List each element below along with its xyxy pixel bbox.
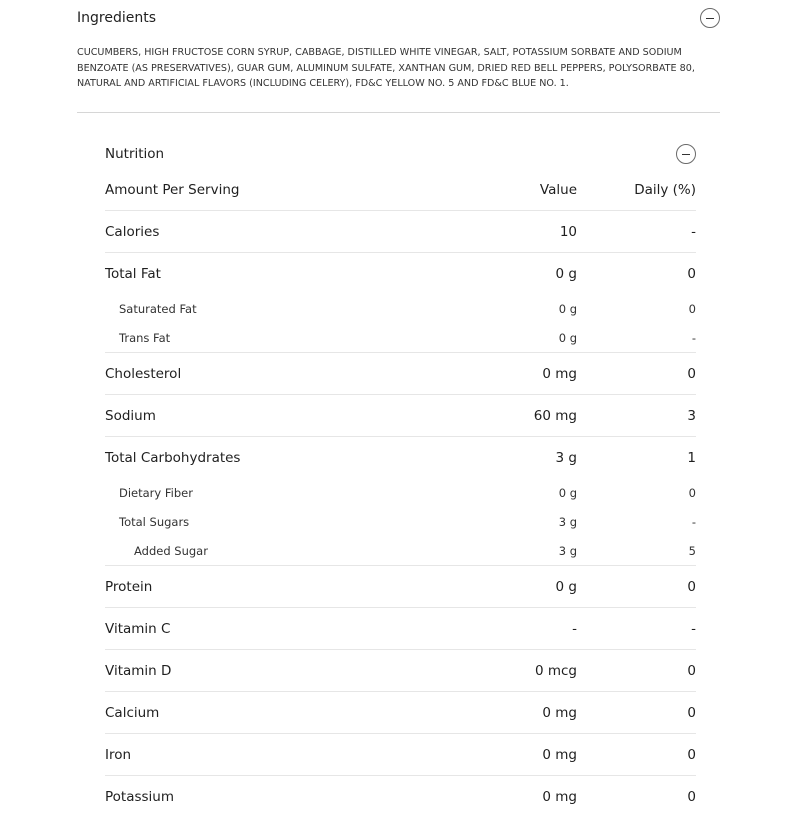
nutrient-daily: 0 [687,265,696,282]
nutrient-daily: - [691,514,696,529]
nutrient-value: 10 [559,223,577,240]
nutrient-row-cholesterol [105,352,696,394]
nutrient-value: 3 g [558,514,577,529]
nutrient-value: 0 g [555,578,577,595]
nutrient-label: Added Sugar [134,543,208,558]
nutrient-value: 3 g [555,449,577,466]
nutrient-value: 0 mcg [534,662,577,679]
nutrient-label: Sodium [105,407,156,424]
nutrient-daily: 0 [687,704,696,721]
nutrient-daily: 0 [687,578,696,595]
nutrient-label: Potassium [105,788,175,805]
nutrient-daily: 0 [688,301,696,316]
nutrient-row-calcium [105,691,696,733]
ingredients-header[interactable] [77,0,720,38]
nutrient-row-total-sugars [105,507,696,536]
nutrient-value: 0 mg [542,788,577,805]
column-header-daily: Daily (%) [634,182,696,198]
nutrient-row-added-sugar [105,536,696,565]
nutrient-daily: - [691,223,696,240]
nutrient-row-trans-fat [105,323,696,352]
column-header-value: Value [539,182,577,198]
nutrition-collapse-icon[interactable] [676,144,696,164]
nutrient-row-potassium [105,775,696,817]
nutrient-value: - [572,620,577,637]
nutrient-daily: 0 [687,662,696,679]
nutrient-row-saturated-fat [105,294,696,323]
nutrient-label: Saturated Fat [119,301,197,316]
nutrient-value: 60 mg [533,407,577,424]
nutrient-value: 3 g [558,543,577,558]
ingredients-title: Ingredients [77,10,156,26]
nutrient-label: Total Fat [105,265,161,282]
ingredients-collapse-icon[interactable] [700,8,720,28]
nutrient-label: Protein [105,578,153,595]
nutrient-label: Total Carbohydrates [105,449,241,466]
nutrient-daily: 3 [687,407,696,424]
nutrient-label: Vitamin D [105,662,172,679]
nutrient-value: 0 g [558,301,577,316]
nutrient-value: 0 mg [542,365,577,382]
nutrient-row-iron [105,733,696,775]
ingredients-section [77,0,720,89]
nutrient-row-calories [105,210,696,252]
nutrient-value: 0 mg [542,746,577,763]
nutrition-title: Nutrition [105,146,165,162]
nutrient-label: Calories [105,223,160,240]
nutrient-daily: 0 [687,365,696,382]
nutrient-value: 0 mg [542,704,577,721]
nutrient-value: 0 g [558,330,577,345]
column-header-amount: Amount Per Serving [105,182,240,198]
nutrient-label: Cholesterol [105,365,182,382]
nutrient-value: 0 g [555,265,577,282]
nutrient-daily: 5 [688,543,696,558]
nutrient-row-total-carbohydrates [105,436,696,478]
nutrient-daily: - [691,620,696,637]
nutrient-daily: - [691,330,696,345]
nutrient-label: Dietary Fiber [119,485,193,500]
nutrient-row-vitamin-c [105,607,696,649]
nutrition-header[interactable] [105,138,696,170]
nutrition-section [105,138,696,817]
nutrient-daily: 0 [687,788,696,805]
nutrient-label: Trans Fat [119,330,171,345]
nutrient-label: Calcium [105,704,160,721]
nutrient-label: Total Sugars [119,514,190,529]
nutrient-row-sodium [105,394,696,436]
nutrition-column-headers [105,170,696,210]
nutrient-row-total-fat [105,252,696,294]
nutrient-row-vitamin-d [105,649,696,691]
nutrient-row-protein [105,565,696,607]
nutrient-daily: 0 [688,485,696,500]
ingredients-text: CUCUMBERS, HIGH FRUCTOSE CORN SYRUP, CABBAGE, DISTILLED WHITE VINEGAR, SALT, POTASSIUM SORBATE AND SODIUM BENZOATE (AS PRESERVATIVES), GUAR GUM, ALUMINUM SULFATE, XANTHAN GUM, DRIED RED BELL PEPPERS, POLYSORBATE 80, NATURAL AND ARTIFICIAL FLAVORS (INCLUDING CELERY), FD&C YELLOW NO. 5 AND FD&C BLUE NO. 1. [77,47,695,89]
nutrient-row-dietary-fiber [105,478,696,507]
nutrient-label: Iron [105,746,132,763]
nutrient-label: Vitamin C [105,620,171,637]
nutrient-daily: 1 [687,449,696,466]
nutrient-daily: 0 [687,746,696,763]
nutrient-value: 0 g [558,485,577,500]
section-divider [77,112,720,113]
